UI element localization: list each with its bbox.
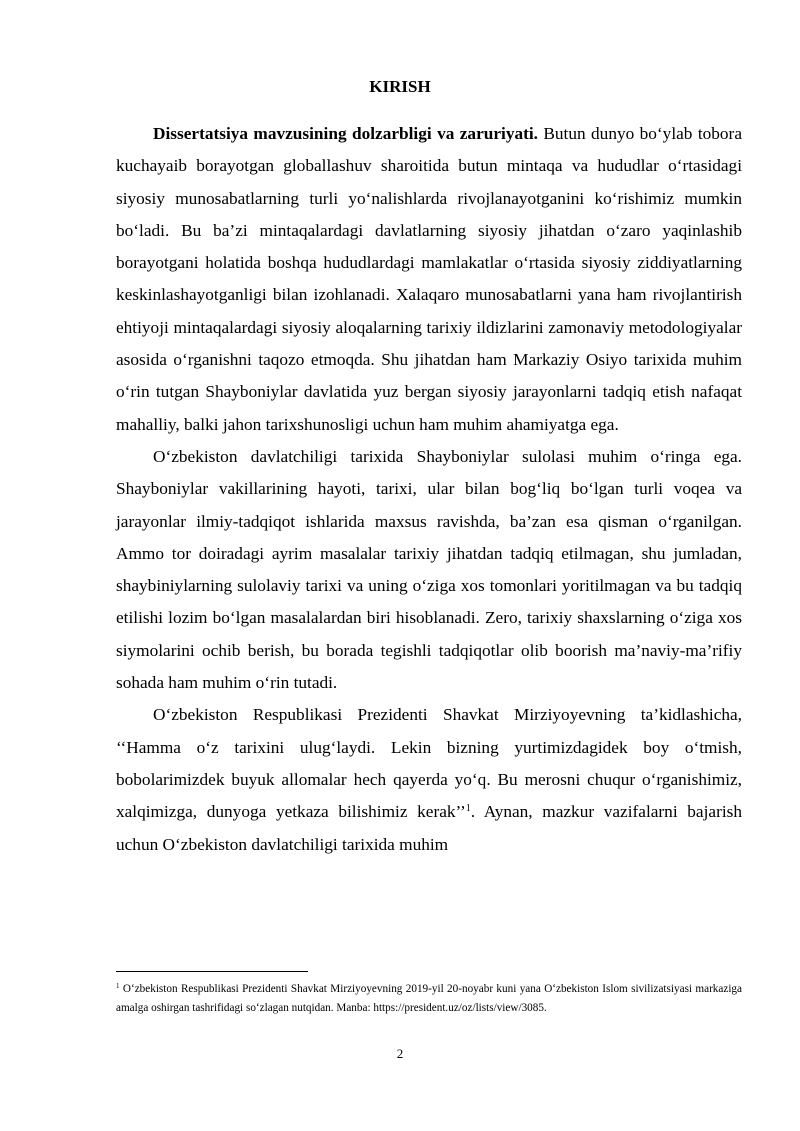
paragraph-lead: Dissertatsiya mavzusining dolzarbligi va zaruriyati.	[153, 124, 538, 143]
paragraph-3-text-after: . Aynan, mazkur vazifalarni bajarish uchun O‘zbekiston davlatchiligi tarixida muhim	[116, 802, 742, 854]
paragraph-1-text: Butun dunyo bo‘ylab tobora kuchayaib borayotgan globallashuv sharoitida butun mintaqa va hududlar o‘rtasidagi siyosiy munosabatlarning turli yo‘nalishlarda rivojlanayotganini ko‘rishimiz mumkin bo‘ladi. Bu ba’zi mintaqalardagi davlatlarning siyosiy jihatdan o‘zaro yaqinlashib borayotgani holatida boshqa hududlardagi mamlakatlar o‘rtasida siyosiy ziddiyatlarning keskinlashayotganligi bilan izohlanadi. Xalaqaro munosabatlarni yana ham rivojlantirish ehtiyoji mintaqalardagi siyosiy aloqalarning tarixiy ildizlarini zamonaviy metodologiyalar asosida o‘rganishni taqozo etmoqda. Shu jihatdan ham Markaziy Osiyo tarixida muhim o‘rin tutgan Shayboniylar davlatida yuz bergan siyosiy jarayonlarni tadqiq etish nafaqat mahalliy, balki jahon tarixshunosligi uchun ham muhim ahamiyatga ega.	[116, 124, 742, 434]
section-heading: KIRISH	[369, 77, 431, 96]
paragraph-shayboniylar	[116, 441, 742, 699]
page-number: 2	[396, 1046, 404, 1061]
footnote-separator	[116, 971, 308, 972]
footnote-text: O‘zbekiston Respublikasi Prezidenti Shavkat Mirziyoyevning 2019-yil 20-noyabr kuni yana O‘zbekiston Islom sivilizatsiyasi markaziga amalga oshirgan tashrifidagi so‘zlagan nutqidan. Manba: https://president.uz/oz/lists/view/3085.	[116, 983, 742, 1014]
paragraph-2-text: O‘zbekiston davlatchiligi tarixida Shayboniylar sulolasi muhim o‘ringa ega. Shayboniylar vakillarining hayoti, tarixi, ular bilan bog‘liq bo‘lgan turli voqea va jarayonlar ilmiy-tadqiqot ishlarida maxsus ravishda, ba’zan esa qisman o‘rganilgan. Ammo tor doiradagi ayrim masalalar tarixiy jihatdan tadqiq etilmagan, shu jumladan, shaybiniylarning sulolaviy tarixi va uning o‘ziga xos tomonlari yoritilmagan va bu tadqiq etilishi lozim bo‘lgan masalalardan biri hisoblanadi. Zero, tarixiy shaxslarning o‘ziga xos siymolarini ochib berish, bu borada tegishli tadqiqotlar olib boorish ma’naviy-ma’rifiy sohada ham muhim o‘rin tutadi.	[116, 446, 742, 693]
paragraph-relevance	[116, 118, 742, 441]
footnote-reference[interactable]: 1	[465, 803, 471, 815]
body-text	[116, 118, 742, 861]
paragraph-president-quote	[116, 699, 742, 860]
paragraph-3-text-before: O‘zbekiston Respublikasi Prezidenti Shavkat Mirziyoyevning ta’kidlashicha, ‘‘Hamma o‘z tarixini ulug‘laydi. Lekin bizning yurtimizdagidek boy o‘tmish, bobolarimizdek buyuk allomalar hech qayerda yo‘q. Bu merosni chuqur o‘rganishimiz, xalqimizga, dunyoga yetkaza bilishimiz kerak’’	[116, 705, 742, 822]
footnote-number: 1	[116, 982, 120, 990]
footnote	[116, 980, 742, 1018]
